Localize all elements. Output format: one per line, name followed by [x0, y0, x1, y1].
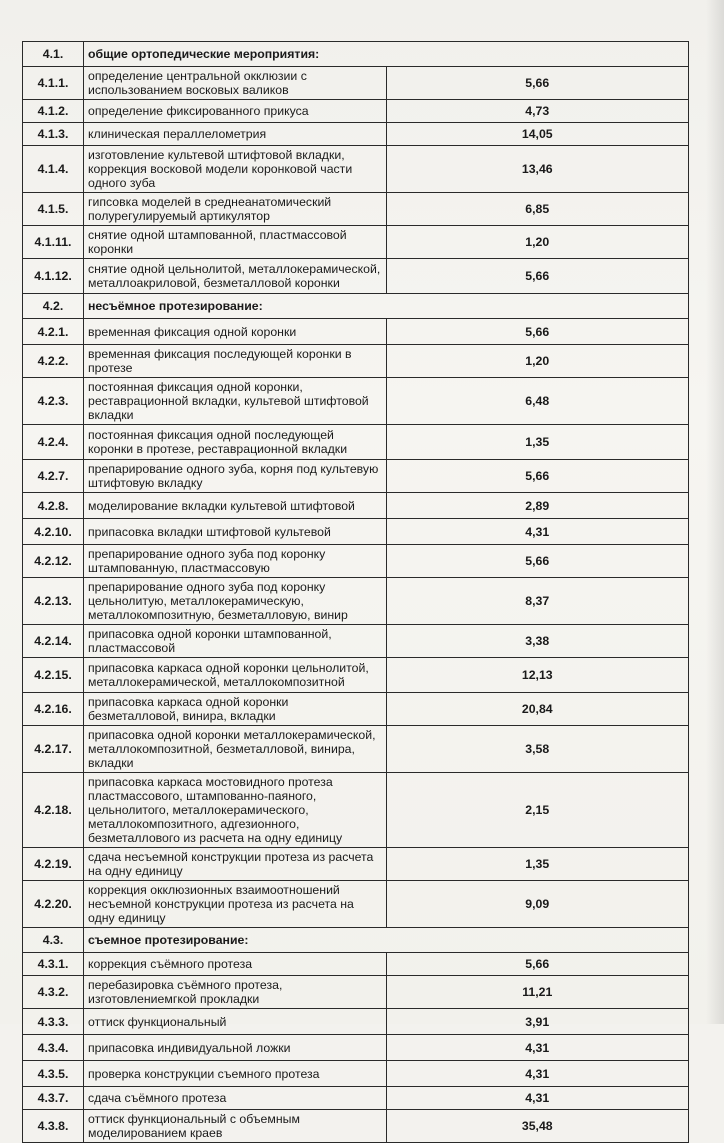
item-name: припасовка одной коронки металлокерамической, металлокомпозитной, безметалловой, винира, вкладки [84, 726, 387, 773]
table-row [23, 693, 689, 726]
item-price: 14,05 [386, 123, 689, 146]
item-price: 8,37 [386, 578, 689, 625]
item-price: 4,31 [386, 1061, 689, 1087]
section-row [23, 928, 689, 953]
item-code: 4.2.1. [23, 319, 84, 345]
item-price: 5,66 [386, 259, 689, 294]
price-list-body [23, 42, 689, 1143]
item-name: припасовка каркаса одной коронки цельнолитой, металлокерамической, металлокомпозитной [84, 658, 387, 693]
item-price: 6,48 [386, 378, 689, 425]
item-code: 4.2.18. [23, 773, 84, 848]
table-row [23, 953, 689, 976]
table-row [23, 578, 689, 625]
table-row [23, 519, 689, 545]
item-price: 3,58 [386, 726, 689, 773]
table-row [23, 545, 689, 578]
section-title: несъёмное протезирование: [84, 294, 689, 319]
item-price: 5,66 [386, 67, 689, 100]
table-row [23, 460, 689, 493]
item-price: 4,73 [386, 100, 689, 123]
table-row [23, 123, 689, 146]
item-code: 4.2.16. [23, 693, 84, 726]
item-name: определение фиксированного прикуса [84, 100, 387, 123]
item-name: оттиск функциональный [84, 1009, 387, 1035]
item-price: 4,31 [386, 1035, 689, 1061]
item-code: 4.1.1. [23, 67, 84, 100]
item-price: 1,35 [386, 425, 689, 460]
item-price: 4,31 [386, 519, 689, 545]
table-row [23, 1110, 689, 1143]
table-row [23, 1061, 689, 1087]
item-price: 6,85 [386, 193, 689, 226]
item-code: 4.3.3. [23, 1009, 84, 1035]
item-code: 4.3. [23, 928, 84, 953]
table-row [23, 193, 689, 226]
item-name: изготовление культевой штифтовой вкладки, коррекция восковой модели коронковой части одного зуба [84, 146, 387, 193]
table-row [23, 226, 689, 259]
table-row [23, 259, 689, 294]
section-title: съемное протезирование: [84, 928, 689, 953]
table-row [23, 773, 689, 848]
item-name: перебазировка съёмного протеза, изготовлениемгкой прокладки [84, 976, 387, 1009]
item-name: препарирование одного зуба под коронку штампованную, пластмассовую [84, 545, 387, 578]
table-row [23, 1009, 689, 1035]
table-row [23, 976, 689, 1009]
item-name: снятие одной цельнолитой, металлокерамической, металлоакриловой, безметалловой коронки [84, 259, 387, 294]
item-price: 5,66 [386, 545, 689, 578]
table-row [23, 1087, 689, 1110]
item-code: 4.2. [23, 294, 84, 319]
item-code: 4.2.4. [23, 425, 84, 460]
item-name: препарирование одного зуба под коронку цельнолитую, металлокерамическую, металлокомпозитную, безметалловую, винир [84, 578, 387, 625]
table-row [23, 345, 689, 378]
item-name: припасовка одной коронки штампованной, пластмассовой [84, 625, 387, 658]
table-row [23, 425, 689, 460]
table-row [23, 848, 689, 881]
item-name: припасовка вкладки штифтовой культевой [84, 519, 387, 545]
section-row [23, 294, 689, 319]
item-name: припасовка индивидуальной ложки [84, 1035, 387, 1061]
item-code: 4.2.10. [23, 519, 84, 545]
item-price: 5,66 [386, 953, 689, 976]
item-name: временная фиксация одной коронки [84, 319, 387, 345]
item-name: припасовка каркаса одной коронки безметалловой, винира, вкладки [84, 693, 387, 726]
section-row [23, 42, 689, 67]
item-code: 4.2.13. [23, 578, 84, 625]
item-code: 4.2.19. [23, 848, 84, 881]
item-name: постоянная фиксация одной коронки, реставрационной вкладки, культевой штифтовой вкладки [84, 378, 387, 425]
table-row [23, 493, 689, 519]
section-title: общие ортопедические мероприятия: [84, 42, 689, 67]
item-code: 4.2.14. [23, 625, 84, 658]
item-name: клиническая пераллелометрия [84, 123, 387, 146]
item-code: 4.3.2. [23, 976, 84, 1009]
item-price: 3,91 [386, 1009, 689, 1035]
item-price: 1,20 [386, 345, 689, 378]
table-row [23, 658, 689, 693]
item-code: 4.2.3. [23, 378, 84, 425]
item-code: 4.2.12. [23, 545, 84, 578]
item-name: сдача несъемной конструкции протеза из расчета на одну единицу [84, 848, 387, 881]
table-row [23, 726, 689, 773]
item-price: 9,09 [386, 881, 689, 928]
item-price: 1,35 [386, 848, 689, 881]
item-name: проверка конструкции съемного протеза [84, 1061, 387, 1087]
item-code: 4.2.20. [23, 881, 84, 928]
table-row [23, 1035, 689, 1061]
table-row [23, 146, 689, 193]
item-code: 4.3.5. [23, 1061, 84, 1087]
item-name: снятие одной штампованной, пластмассовой коронки [84, 226, 387, 259]
item-name: временная фиксация последующей коронки в протезе [84, 345, 387, 378]
item-code: 4.2.8. [23, 493, 84, 519]
item-price: 3,38 [386, 625, 689, 658]
item-code: 4.3.1. [23, 953, 84, 976]
item-code: 4.2.17. [23, 726, 84, 773]
item-code: 4.2.15. [23, 658, 84, 693]
price-list-table [22, 41, 689, 1143]
item-code: 4.1.4. [23, 146, 84, 193]
item-code: 4.3.8. [23, 1110, 84, 1143]
table-row [23, 378, 689, 425]
item-price: 1,20 [386, 226, 689, 259]
item-code: 4.1.5. [23, 193, 84, 226]
item-price: 11,21 [386, 976, 689, 1009]
item-code: 4.1.2. [23, 100, 84, 123]
item-code: 4.1.11. [23, 226, 84, 259]
item-code: 4.2.2. [23, 345, 84, 378]
item-name: припасовка каркаса мостовидного протеза пластмассового, штампованно-паяного, цельнолитого, металлокерамического, металлокомпозитного, адгезионного, безметаллового из расчета на одну единицу [84, 773, 387, 848]
item-price: 12,13 [386, 658, 689, 693]
table-row [23, 881, 689, 928]
item-code: 4.1.12. [23, 259, 84, 294]
item-price: 5,66 [386, 460, 689, 493]
item-code: 4.1. [23, 42, 84, 67]
item-code: 4.3.7. [23, 1087, 84, 1110]
item-price: 5,66 [386, 319, 689, 345]
item-name: коррекция съёмного протеза [84, 953, 387, 976]
item-price: 2,15 [386, 773, 689, 848]
item-name: постоянная фиксация одной последующей коронки в протезе, реставрационной вкладки [84, 425, 387, 460]
table-row [23, 100, 689, 123]
item-price: 35,48 [386, 1110, 689, 1143]
item-price: 4,31 [386, 1087, 689, 1110]
item-price: 2,89 [386, 493, 689, 519]
page-edge-shadow [706, 0, 724, 1024]
table-row [23, 67, 689, 100]
item-code: 4.1.3. [23, 123, 84, 146]
item-name: моделирование вкладки культевой штифтовой [84, 493, 387, 519]
table-row [23, 319, 689, 345]
item-name: препарирование одного зуба, корня под культевую штифтовую вкладку [84, 460, 387, 493]
table-row [23, 625, 689, 658]
item-price: 20,84 [386, 693, 689, 726]
item-code: 4.3.4. [23, 1035, 84, 1061]
item-code: 4.2.7. [23, 460, 84, 493]
item-name: коррекция окклюзионных взаимоотношений несъемной конструкции протеза из расчета на одну единицу [84, 881, 387, 928]
item-name: оттиск функциональный с объемным моделированием краев [84, 1110, 387, 1143]
item-name: определение центральной окклюзии с использованием восковых валиков [84, 67, 387, 100]
item-price: 13,46 [386, 146, 689, 193]
item-name: сдача съёмного протеза [84, 1087, 387, 1110]
item-name: гипсовка моделей в среднеанатомический полурегулируемый артикулятор [84, 193, 387, 226]
